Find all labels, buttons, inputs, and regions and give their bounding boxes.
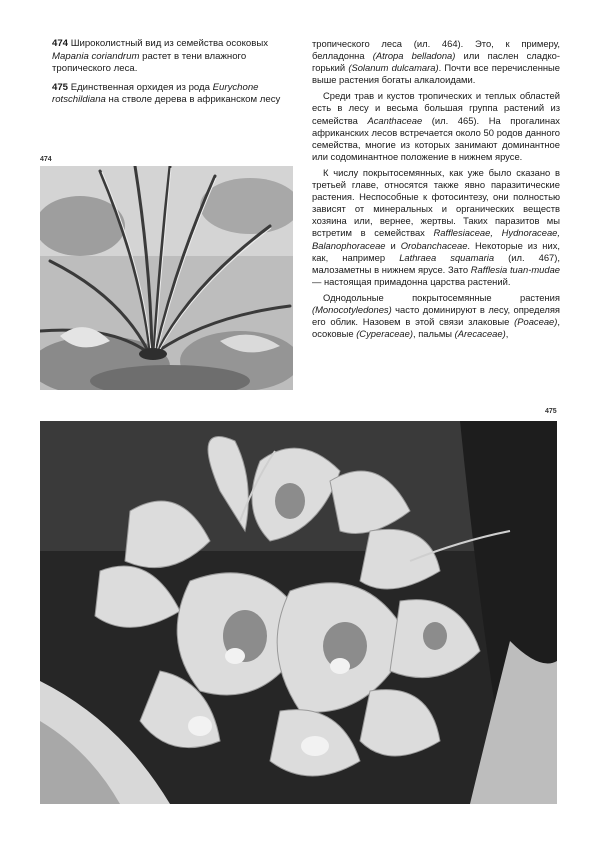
figure-captions xyxy=(52,38,300,113)
latin-term: Rafflesiaceae, Hydnoraceae, Balanophoraceae xyxy=(312,227,560,251)
text-run: — настоящая примадонна царства растений. xyxy=(312,275,511,287)
caption-474 xyxy=(52,38,300,76)
caption-number: 475 xyxy=(52,81,69,93)
text-run: часто доминируют в лесу, определяя его облик. Назовем в этой связи злаковые xyxy=(312,303,560,328)
caption-text: на стволе дерева в африканском лесу xyxy=(105,94,281,106)
caption-text: Единственная орхидея из рода xyxy=(70,81,213,93)
paragraph-1 xyxy=(312,38,560,86)
caption-species: Eurychone rotschildiana xyxy=(52,81,259,106)
text-run: . Некоторые из них, как, например xyxy=(312,239,560,263)
text-run: , осоковые xyxy=(312,316,560,340)
latin-term: (Cyperaceae) xyxy=(356,328,413,340)
text-run: , пальмы xyxy=(412,328,455,340)
latin-term: Orobanchaceae xyxy=(400,239,468,251)
figure-label-474: 474 xyxy=(40,156,52,163)
latin-term: Lathraea squamaria xyxy=(399,251,495,263)
text-run: (ил. 465). На прогалинах африканских лесов встречается около 50 родов данного семейства, многие из которых занимают доминантное или содоминантное положение в нижнем ярусе. xyxy=(312,114,560,162)
paragraph-3 xyxy=(312,167,560,288)
figure-label-475: 475 xyxy=(545,408,557,415)
plant-illustration xyxy=(40,166,293,390)
photo-eurychone-orchid xyxy=(40,421,557,804)
text-run: или паслен сладко-горький xyxy=(312,50,560,74)
latin-term: (Solanum dulcamara) xyxy=(348,62,439,74)
text-run: (ил. 467), малозаметны в нижнем ярусе. Зато xyxy=(312,251,561,275)
caption-species: Mapania coriandrum xyxy=(52,50,140,62)
orchid-illustration xyxy=(40,421,557,804)
photo-mapania-plant xyxy=(40,166,293,390)
latin-term: Acanthaceae xyxy=(367,114,423,126)
text-run: , xyxy=(505,328,509,340)
caption-text: Широколистный вид из семейства осоковых xyxy=(70,38,269,49)
text-run: Среди трав и кустов тропических и теплых областей есть в лесу и весьма большая группа растений из семейства xyxy=(312,90,560,126)
text-run: Однодольные покрытосемянные растения xyxy=(323,291,560,303)
latin-term: (Poaceae) xyxy=(514,316,558,328)
caption-number: 474 xyxy=(52,38,69,49)
text-run: К числу покрытосемянных, как уже было сказано в третьей главе, относятся также явно паразитические растения. Неспособные к фотосинтезу, они полностью зависят от минеральных и органических веществ хозяина или, вернее, жертвы. Таких паразитов мы встретим в семействах xyxy=(312,166,560,239)
latin-term: (Monocotyledones) xyxy=(312,303,392,315)
text-run: и xyxy=(385,239,401,251)
text-run: . Почти все перечисленные выше растения богаты алкалоидами. xyxy=(312,62,560,86)
body-text xyxy=(312,38,560,344)
latin-term: (Arecaceae) xyxy=(454,328,506,340)
text-run: тропического леса (ил. 464). Это, к примеру, белладонна xyxy=(312,38,560,62)
caption-475 xyxy=(52,82,300,107)
paragraph-2 xyxy=(312,90,560,163)
paragraph-4 xyxy=(312,292,560,340)
caption-text: растет в тени влажного тропического леса. xyxy=(52,50,247,75)
latin-term: Rafflesia tuan-mudae xyxy=(470,263,560,275)
latin-term: (Atropa belladona) xyxy=(372,50,456,62)
